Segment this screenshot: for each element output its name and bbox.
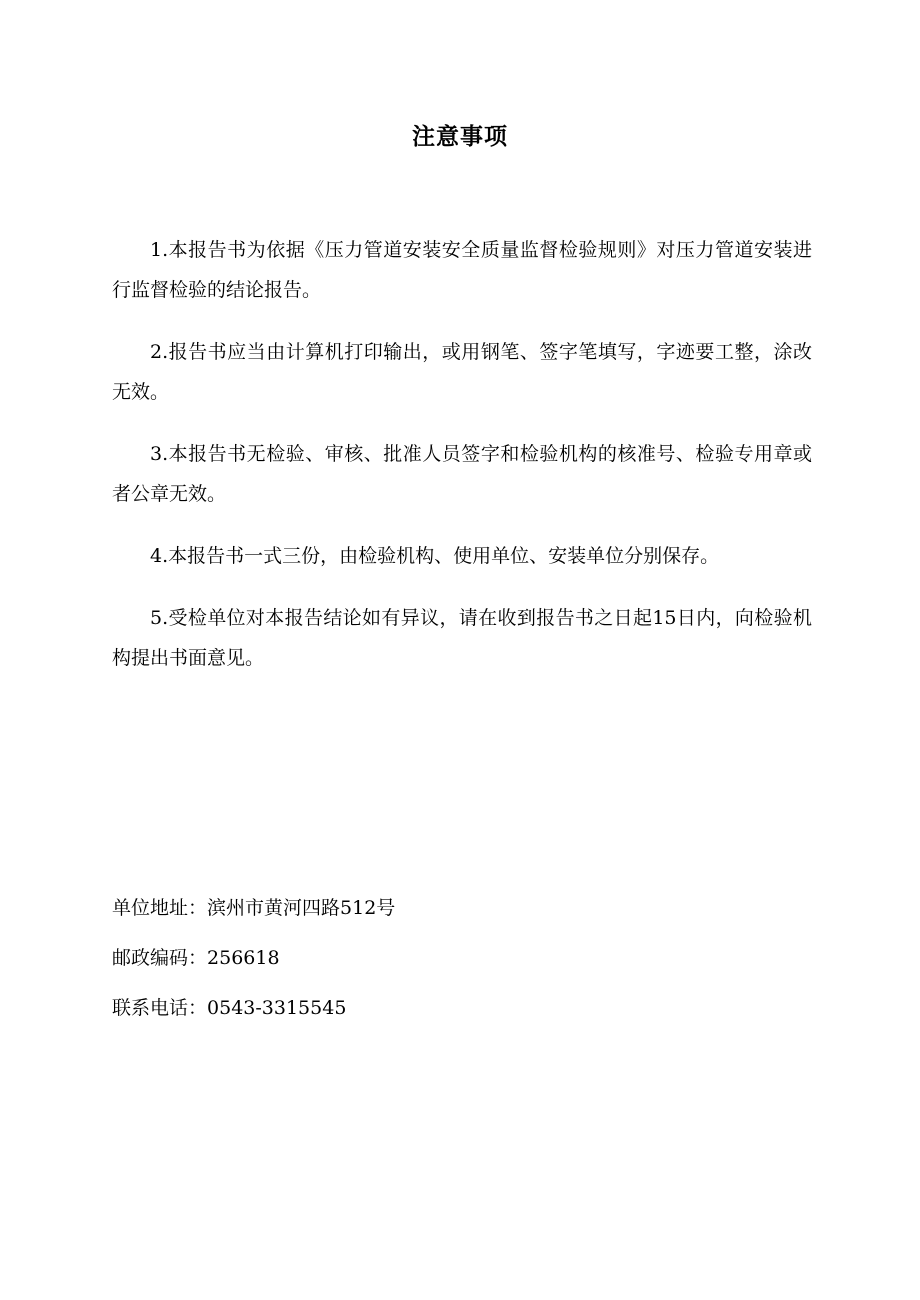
postcode-value: 256618: [207, 947, 280, 969]
address-label: 单位地址：: [112, 897, 208, 919]
address-line: [112, 890, 812, 940]
address-value: 滨州市黄河四路512号: [207, 897, 396, 919]
page-title: 注意事项: [412, 123, 508, 150]
notice-item-5: 5.受检单位对本报告结论如有异议，请在收到报告书之日起15日内，向检验机构提出书面意见。: [112, 607, 812, 669]
notice-item-4: 4.本报告书一式三份，由检验机构、使用单位、安装单位分别保存。: [150, 545, 720, 567]
phone-line: [112, 990, 812, 1040]
phone-label: 联系电话：: [112, 997, 208, 1019]
notice-list: [112, 230, 812, 700]
notice-item-3: 3.本报告书无检验、审核、批准人员签字和检验机构的核准号、检验专用章或者公章无效。: [112, 443, 812, 505]
notice-item-1: 1.本报告书为依据《压力管道安装安全质量监督检验规则》对压力管道安装进行监督检验的结论报告。: [112, 239, 812, 301]
phone-value: 0543-3315545: [207, 997, 347, 1019]
postcode-label: 邮政编码：: [112, 947, 208, 969]
postcode-line: [112, 940, 812, 990]
contact-info: [112, 890, 812, 1040]
notice-item-2: 2.报告书应当由计算机打印输出，或用钢笔、签字笔填写，字迹要工整，涂改无效。: [112, 341, 812, 403]
